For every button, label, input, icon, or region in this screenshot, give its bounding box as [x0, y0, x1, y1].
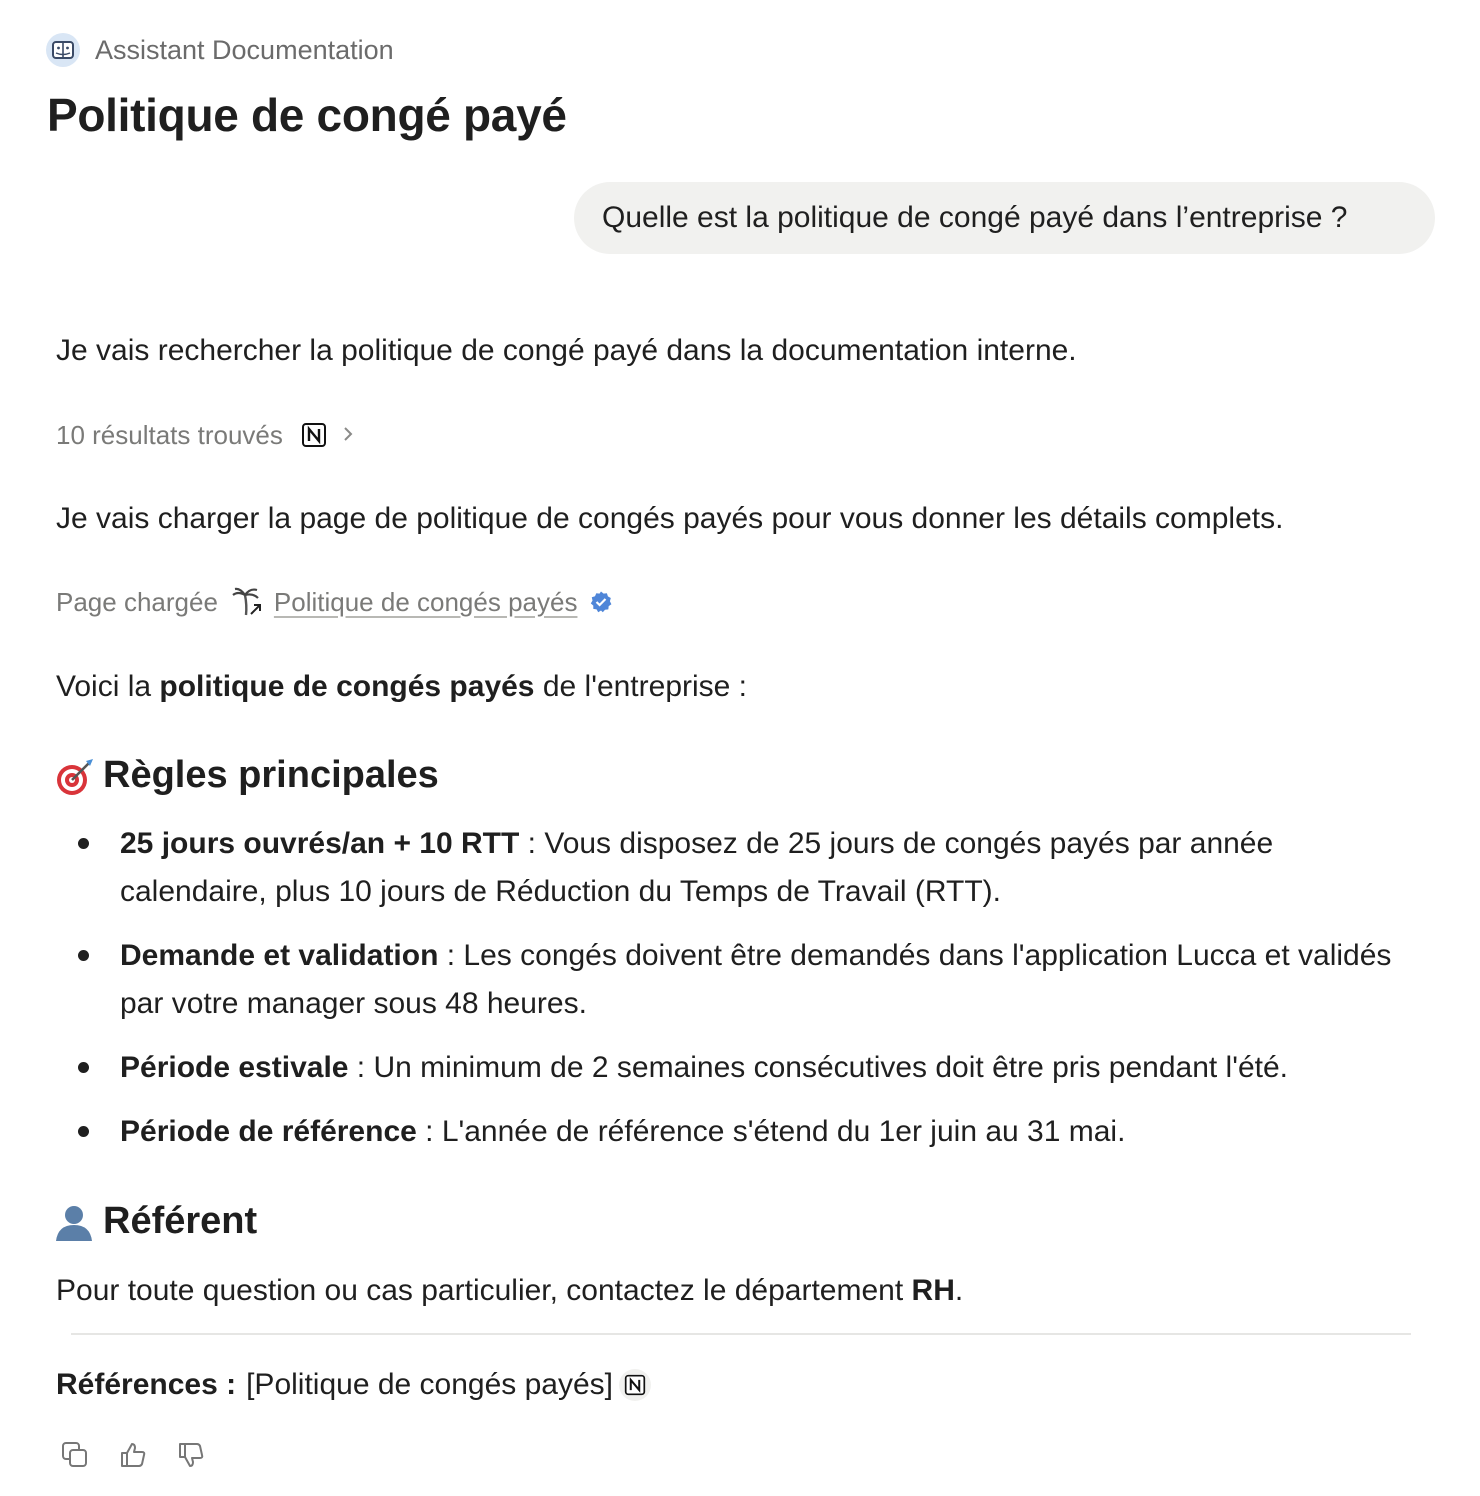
thumbs-up-icon[interactable] — [118, 1440, 148, 1470]
breadcrumb-label: Assistant Documentation — [95, 34, 394, 65]
user-message-bubble — [574, 182, 1435, 254]
rule-text: : L'année de référence s'étend du 1er juin au 31 mai. — [416, 1115, 1126, 1148]
assistant-intro: Je vais rechercher la politique de congé payé dans la documentation interne. — [56, 334, 1077, 367]
target-dart-icon — [53, 755, 95, 797]
page-loaded-label: Page chargée — [56, 586, 218, 617]
rule-text: : Les congés doivent être demandés dans l'application Lucca et validés par votre manager sous 48 heures. — [120, 939, 1392, 1020]
page-loaded-row — [56, 583, 613, 621]
search-result-toggle[interactable] — [56, 416, 355, 454]
user-message-text: Quelle est la politique de congé payé dans l’entreprise ? — [602, 201, 1348, 234]
summary-line — [56, 667, 747, 707]
verified-badge-icon — [589, 590, 613, 614]
thumbs-down-icon[interactable] — [176, 1440, 206, 1470]
referent-bold: RH — [911, 1274, 955, 1307]
assistant-load-intro: Je vais charger la page de politique de congés payés pour vous donner les détails complets. — [56, 502, 1284, 535]
rule-text: : Un minimum de 2 semaines consécutives doit être pris pendant l'été. — [348, 1051, 1288, 1084]
list-item — [56, 1108, 1406, 1156]
rule-text: : Vous disposez de 25 jours de congés payés par année calendaire, plus 10 jours de Réduction du Temps de Travail (RTT). — [120, 827, 1274, 908]
references-value[interactable]: [Politique de congés payés] — [246, 1368, 614, 1401]
page-loaded-link[interactable]: Politique de congés payés — [273, 586, 578, 617]
rule-bold: Période de référence — [120, 1115, 417, 1148]
rule-bold: Demande et validation — [120, 939, 439, 972]
summary-prefix: Voici la — [56, 670, 152, 703]
breadcrumb[interactable] — [46, 32, 394, 68]
chevron-right-icon[interactable] — [341, 420, 355, 451]
rules-section-title: Règles principales — [103, 754, 439, 796]
search-result-count: 10 résultats trouvés — [56, 419, 283, 450]
referent-line — [56, 1271, 963, 1311]
referent-end: . — [954, 1274, 964, 1307]
list-item — [56, 1044, 1406, 1092]
rules-section-heading — [53, 754, 439, 797]
assistant-book-icon — [46, 33, 80, 67]
list-item — [56, 820, 1406, 916]
summary-suffix: de l'entreprise : — [542, 670, 748, 703]
palm-tree-icon — [230, 585, 264, 619]
divider — [71, 1333, 1411, 1335]
rule-bold: 25 jours ouvrés/an + 10 RTT — [120, 827, 520, 860]
references-label: Références : — [56, 1368, 237, 1401]
notion-icon[interactable] — [619, 1369, 651, 1401]
list-item — [56, 932, 1406, 1028]
referent-section-title: Référent — [103, 1200, 258, 1242]
page-title: Politique de congé payé — [47, 89, 567, 141]
copy-icon[interactable] — [60, 1440, 90, 1470]
summary-bold: politique de congés payés — [159, 670, 535, 703]
referent-text: Pour toute question ou cas particulier, contactez le département — [56, 1274, 904, 1307]
person-silhouette-icon — [53, 1201, 95, 1243]
references-line — [56, 1368, 651, 1402]
notion-icon — [301, 422, 327, 448]
referent-section-heading — [53, 1200, 257, 1243]
message-actions — [60, 1440, 206, 1470]
rules-list — [56, 820, 1406, 1172]
rule-bold: Période estivale — [120, 1051, 349, 1084]
